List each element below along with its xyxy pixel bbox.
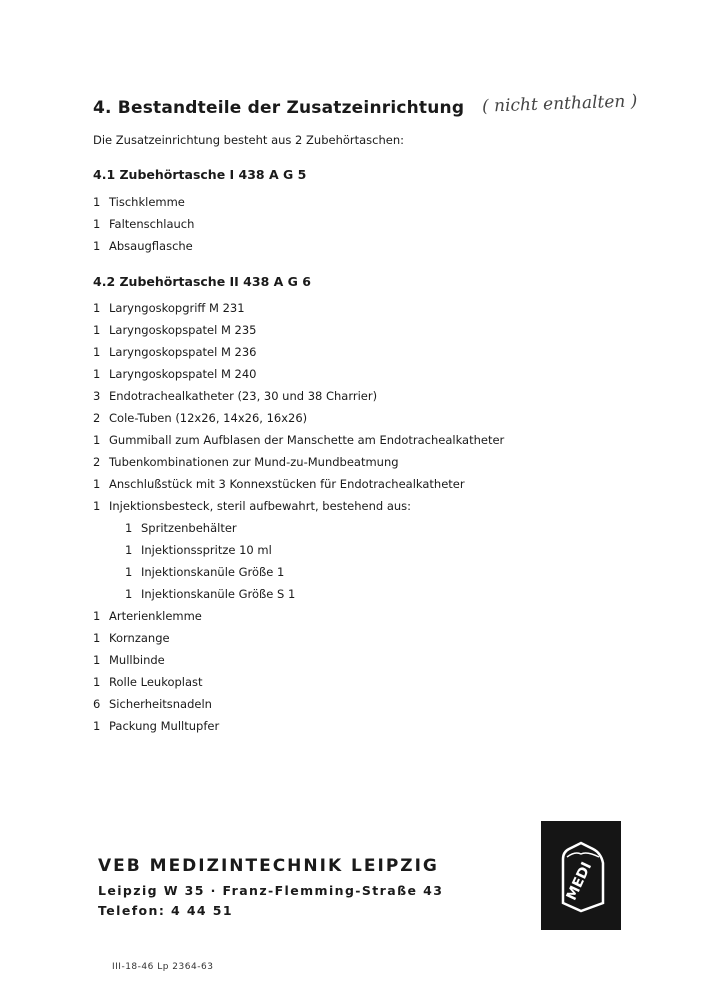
item-count: 1 [125,565,133,579]
item-text: Laryngoskopspatel M 235 [109,323,257,337]
intro-text: Die Zusatzeinrichtung besteht aus 2 Zubehörtaschen: [93,133,405,147]
list-item [93,239,193,253]
list-item [93,367,257,381]
list-item [93,697,212,711]
item-count: 1 [93,499,101,513]
list-item [93,217,194,231]
item-count: 1 [125,521,133,535]
item-count: 1 [93,477,101,491]
sub-list-item [125,521,237,535]
subsection-title-4-1: 4.1 Zubehörtasche I 438 A G 5 [93,167,307,182]
item-count: 1 [93,719,101,733]
item-count: 1 [125,543,133,557]
item-text: Endotrachealkatheter (23, 30 und 38 Charrier) [109,389,378,403]
subsection-title-4-2: 4.2 Zubehörtasche II 438 A G 6 [93,274,311,289]
company-name: VEB MEDIZINTECHNIK LEIPZIG [98,856,439,876]
item-text: Tubenkombinationen zur Mund-zu-Mundbeatmung [109,455,399,469]
item-count: 1 [93,239,101,253]
list-item [93,631,170,645]
item-count: 1 [93,631,101,645]
item-text: Injektionsspritze 10 ml [141,543,272,557]
list-item [93,499,411,513]
section-heading: 4. Bestandteile der Zusatzeinrichtung [93,98,465,118]
sub-list-item [125,543,272,557]
list-item [93,477,465,491]
list-item [93,345,257,359]
item-text: Tischklemme [109,195,185,209]
item-count: 1 [93,433,101,447]
sub-list-item [125,587,295,601]
item-count: 1 [93,345,101,359]
item-text: Packung Mulltupfer [109,719,220,733]
item-text: Laryngoskopspatel M 240 [109,367,257,381]
list-item [93,653,165,667]
item-text: Spritzenbehälter [141,521,237,535]
list-item [93,675,203,689]
print-code: III-18-46 Lp 2364-63 [112,962,214,972]
item-count: 1 [93,301,101,315]
list-item [93,195,185,209]
item-count: 2 [93,455,101,469]
item-text: Faltenschlauch [109,217,195,231]
logo-text: MEDI [563,859,596,903]
item-text: Absaugflasche [109,239,193,253]
medi-logo [541,821,621,930]
list-item [93,433,504,447]
item-count: 3 [93,389,101,403]
company-address: Leipzig W 35 · Franz-Flemming-Straße 43 [98,883,444,898]
item-count: 1 [93,323,101,337]
company-phone: Telefon: 4 44 51 [98,903,233,918]
item-text: Injektionskanüle Größe 1 [141,565,285,579]
list-item [93,455,399,469]
item-text: Arterienklemme [109,609,202,623]
item-text: Laryngoskopgriff M 231 [109,301,245,315]
list-item [93,323,257,337]
medi-logo-icon [541,821,621,930]
item-count: 1 [93,653,101,667]
item-text: Kornzange [109,631,170,645]
item-text: Injektionskanüle Größe S 1 [141,587,296,601]
item-text: Cole-Tuben (12x26, 14x26, 16x26) [109,411,308,425]
handwritten-note: ( nicht enthalten ) [481,91,638,117]
item-text: Laryngoskopspatel M 236 [109,345,257,359]
list-item [93,301,245,315]
item-count: 1 [93,195,101,209]
item-count: 6 [93,697,101,711]
item-count: 1 [93,367,101,381]
item-text: Sicherheitsnadeln [109,697,212,711]
list-item [93,389,377,403]
item-count: 1 [93,675,101,689]
item-text: Injektionsbesteck, steril aufbewahrt, bestehend aus: [109,499,412,513]
item-text: Anschlußstück mit 3 Konnexstücken für Endotrachealkatheter [109,477,465,491]
sub-list-item [125,565,284,579]
item-text: Gummiball zum Aufblasen der Manschette am Endotrachealkatheter [109,433,505,447]
item-count: 2 [93,411,101,425]
list-item [93,719,219,733]
item-text: Rolle Leukoplast [109,675,203,689]
item-count: 1 [93,217,101,231]
item-count: 1 [93,609,101,623]
list-item [93,609,202,623]
item-text: Mullbinde [109,653,165,667]
list-item [93,411,307,425]
item-count: 1 [125,587,133,601]
